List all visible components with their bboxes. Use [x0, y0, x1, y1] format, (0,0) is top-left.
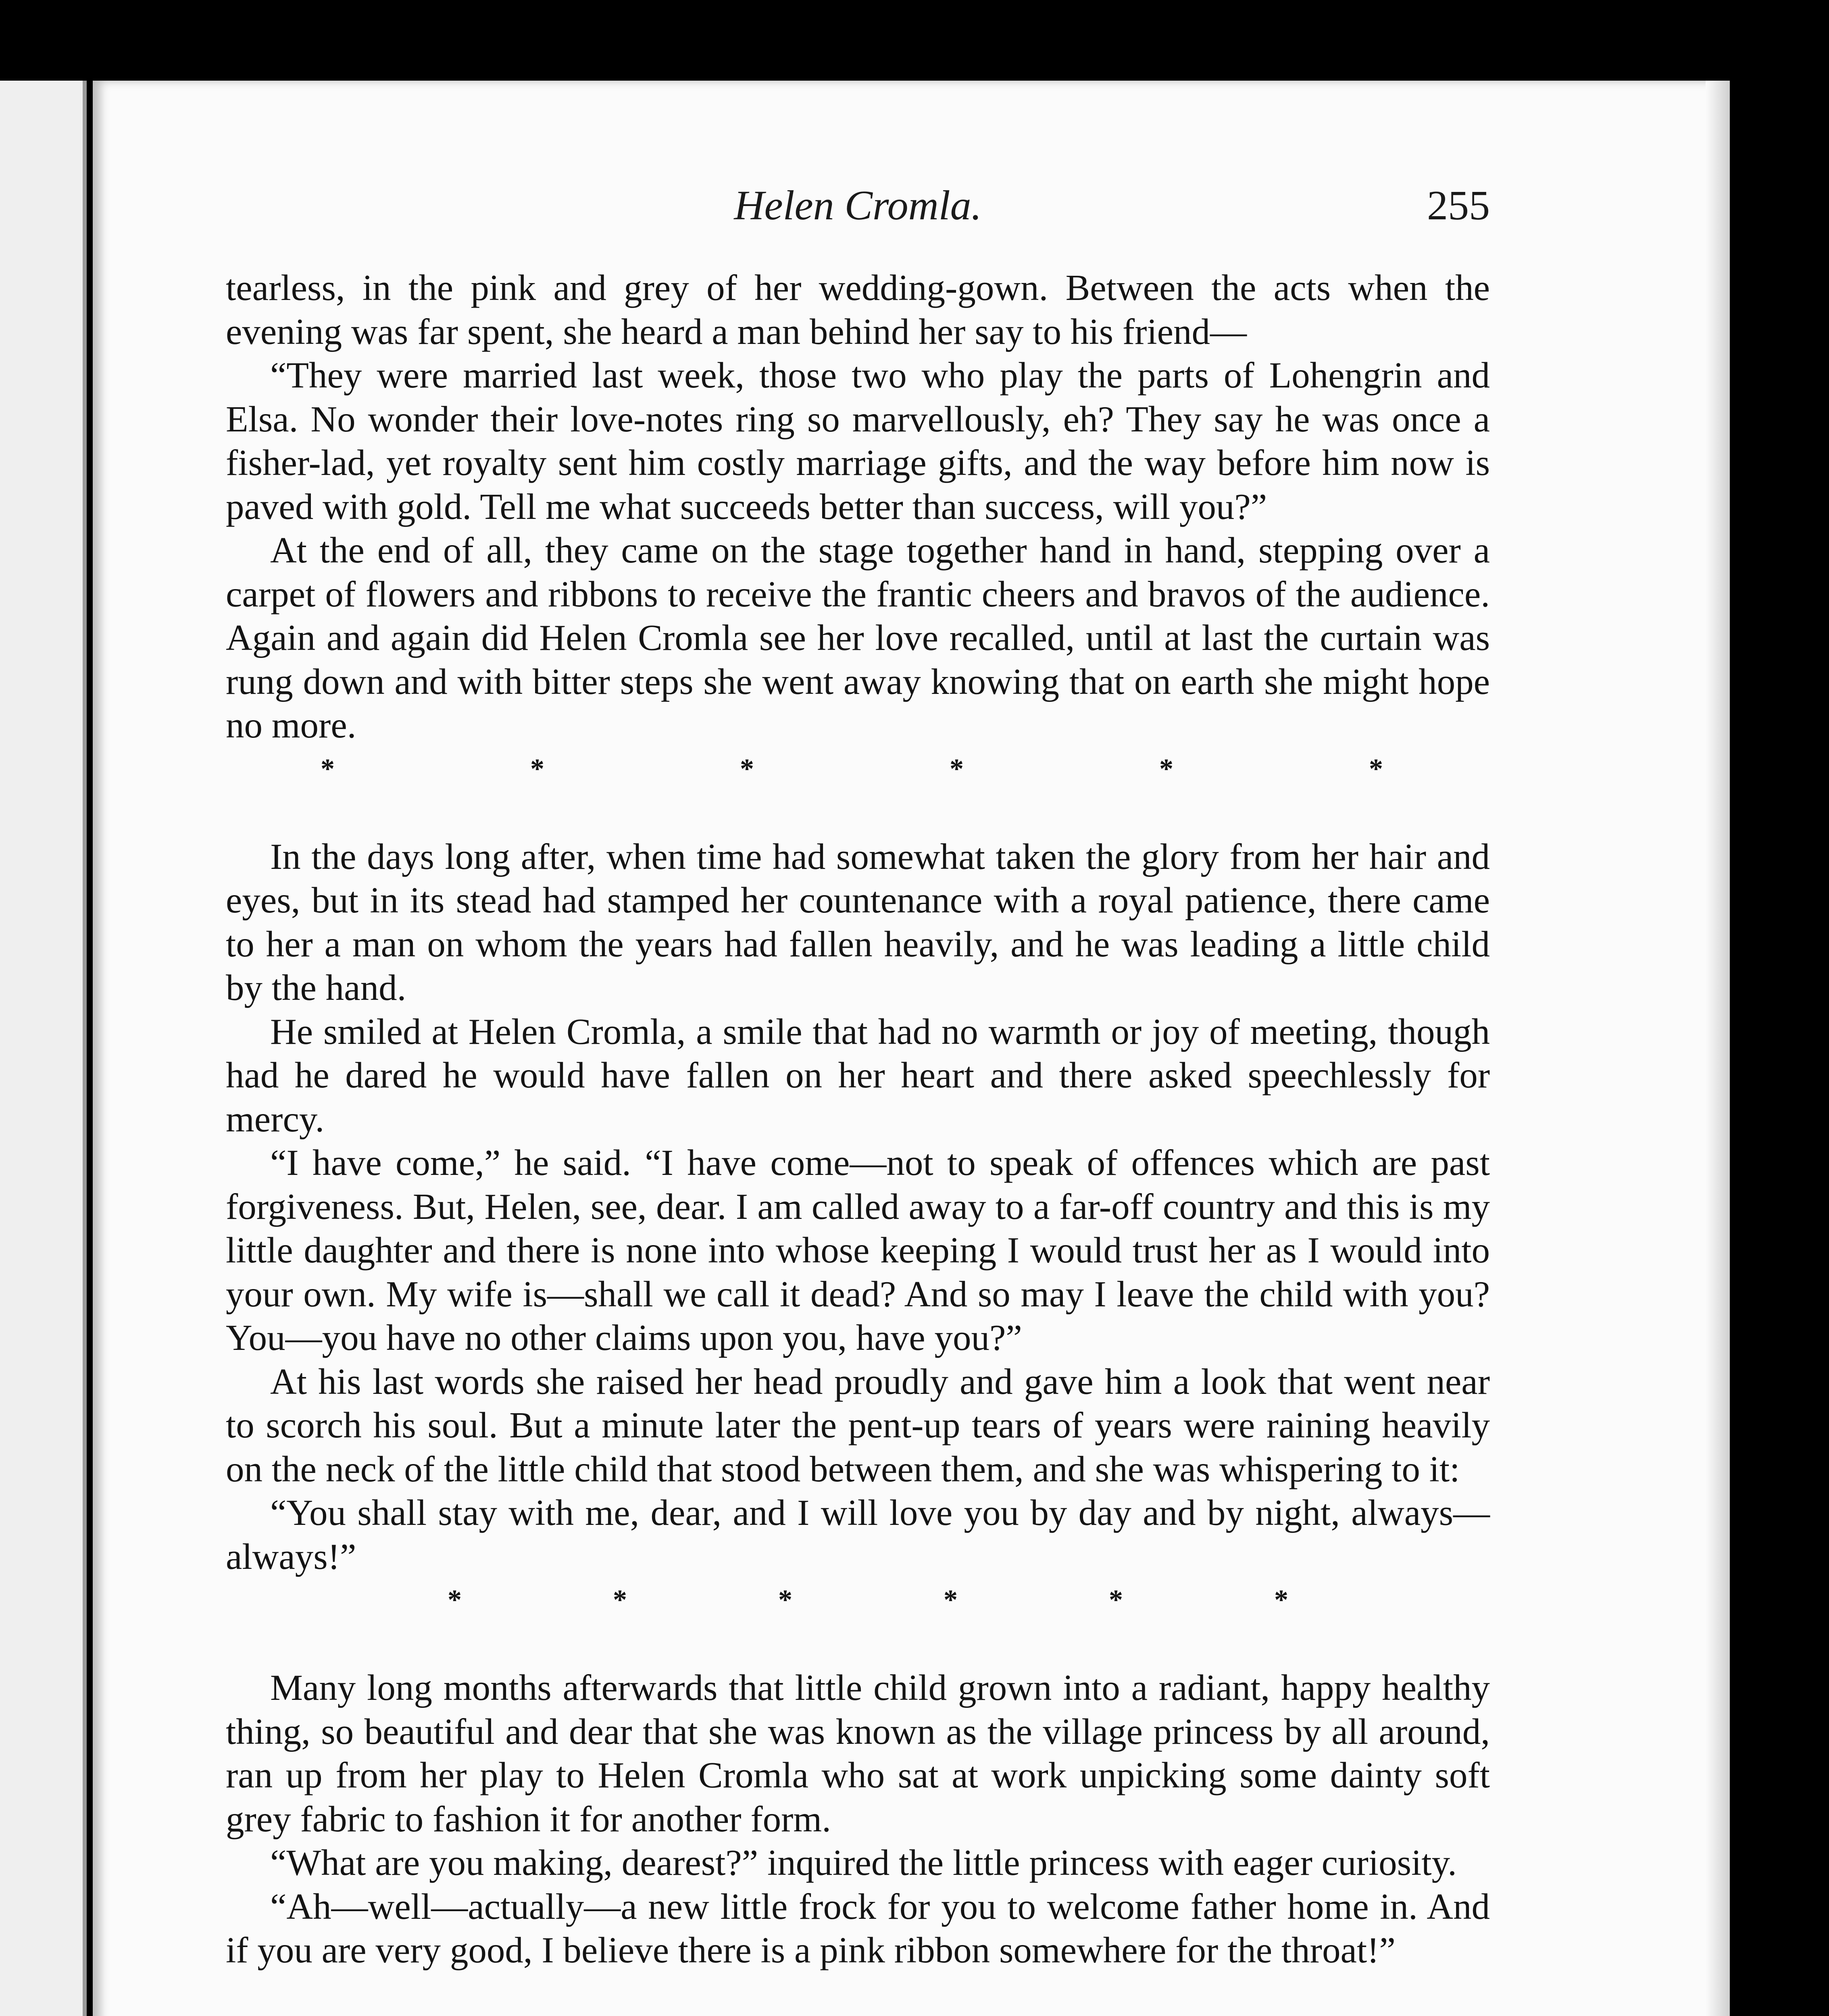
separator-star: * [778, 1585, 792, 1616]
paragraph: tearless, in the pink and grey of her wedding-gown. Between the acts when the evening was far spent, she heard a man behind her say to his friend— [226, 267, 1490, 352]
paragraph: In the days long after, when time had somewhat taken the glory from her hair and eyes, but in its stead had stamped her countenance with a royal patience, there came to her a man on whom the years had fallen heavily, and he was leading a little child by the hand. [226, 836, 1490, 1008]
page-number: 255 [1427, 182, 1490, 229]
separator-star: * [321, 753, 335, 785]
separator-star: * [1274, 1585, 1288, 1616]
page-header [226, 181, 1490, 262]
separator-gap [226, 791, 1490, 835]
paragraph: At his last words she raised her head proudly and gave him a look that went near to scorch his soul. But a minute later the pent-up tears of years were raining heavily on the neck of the little child that stood between them, and she was whispering to it: [226, 1361, 1490, 1489]
section-separator [321, 748, 1383, 791]
paragraph: At the end of all, they came on the stage together hand in hand, stepping over a carpet of flowers and ribbons to receive the frantic cheers and bravos of the audience. Again and again did Helen Cromla see her love recalled, until at last the curtain was rung down and with bitter steps she went away knowing that on earth she might hope no more. [226, 530, 1490, 746]
facing-page-edge [0, 81, 87, 2016]
separator-star: * [448, 1585, 462, 1616]
paragraph: “What are you making, dearest?” inquired the little princess with eager curiosity. [270, 1842, 1457, 1883]
separator-star: * [944, 1585, 958, 1616]
paragraph: “They were married last week, those two who play the parts of Lohengrin and Elsa. No wonder their love-notes ring so marvellously, eh? They say he was once a fisher-lad, yet royalty sent him costly marriage gifts, and the way before him now is paved with gold. Tell me what succeeds better than success, will you?” [226, 355, 1490, 527]
separator-star: * [1159, 753, 1173, 785]
paragraph: “I have come,” he said. “I have come—not to speak of offences which are past forgiveness. But, Helen, see, dear. I am called away to a far-off country and this is my little daughter and there is none into whose keeping I would trust her as I would into your own. My wife is—shall we call it dead? And so may I leave the child with you? You—you have no other claims upon you, have you?” [226, 1142, 1490, 1358]
separator-star: * [1369, 753, 1383, 785]
separator-star: * [740, 753, 754, 785]
body-text [226, 266, 1490, 1972]
paragraph: He smiled at Helen Cromla, a smile that had no warmth or joy of meeting, though had he dared he would have fallen on her heart and there asked speechlessly for mercy. [226, 1011, 1490, 1139]
separator-star: * [530, 753, 544, 785]
separator-gap [226, 1622, 1490, 1666]
separator-star: * [1109, 1585, 1123, 1616]
paragraph: “You shall stay with me, dear, and I will love you by day and by night, always—always!” [226, 1492, 1490, 1577]
separator-star: * [613, 1585, 627, 1616]
running-title: Helen Cromla. [734, 182, 982, 229]
separator-star: * [950, 753, 964, 785]
paragraph: “Ah—well—actually—a new little frock for you to welcome father home in. And if you are very good, I believe there is a pink ribbon somewhere for the throat!” [226, 1886, 1490, 1970]
paragraph: Many long months afterwards that little child grown into a radiant, happy healthy thing, so beautiful and dear that she was known as the village princess by all around, ran up from her play to Helen Cromla who sat at work unpicking some dainty soft grey fabric to fashion it for another form. [226, 1667, 1490, 1839]
section-separator [448, 1579, 1288, 1622]
